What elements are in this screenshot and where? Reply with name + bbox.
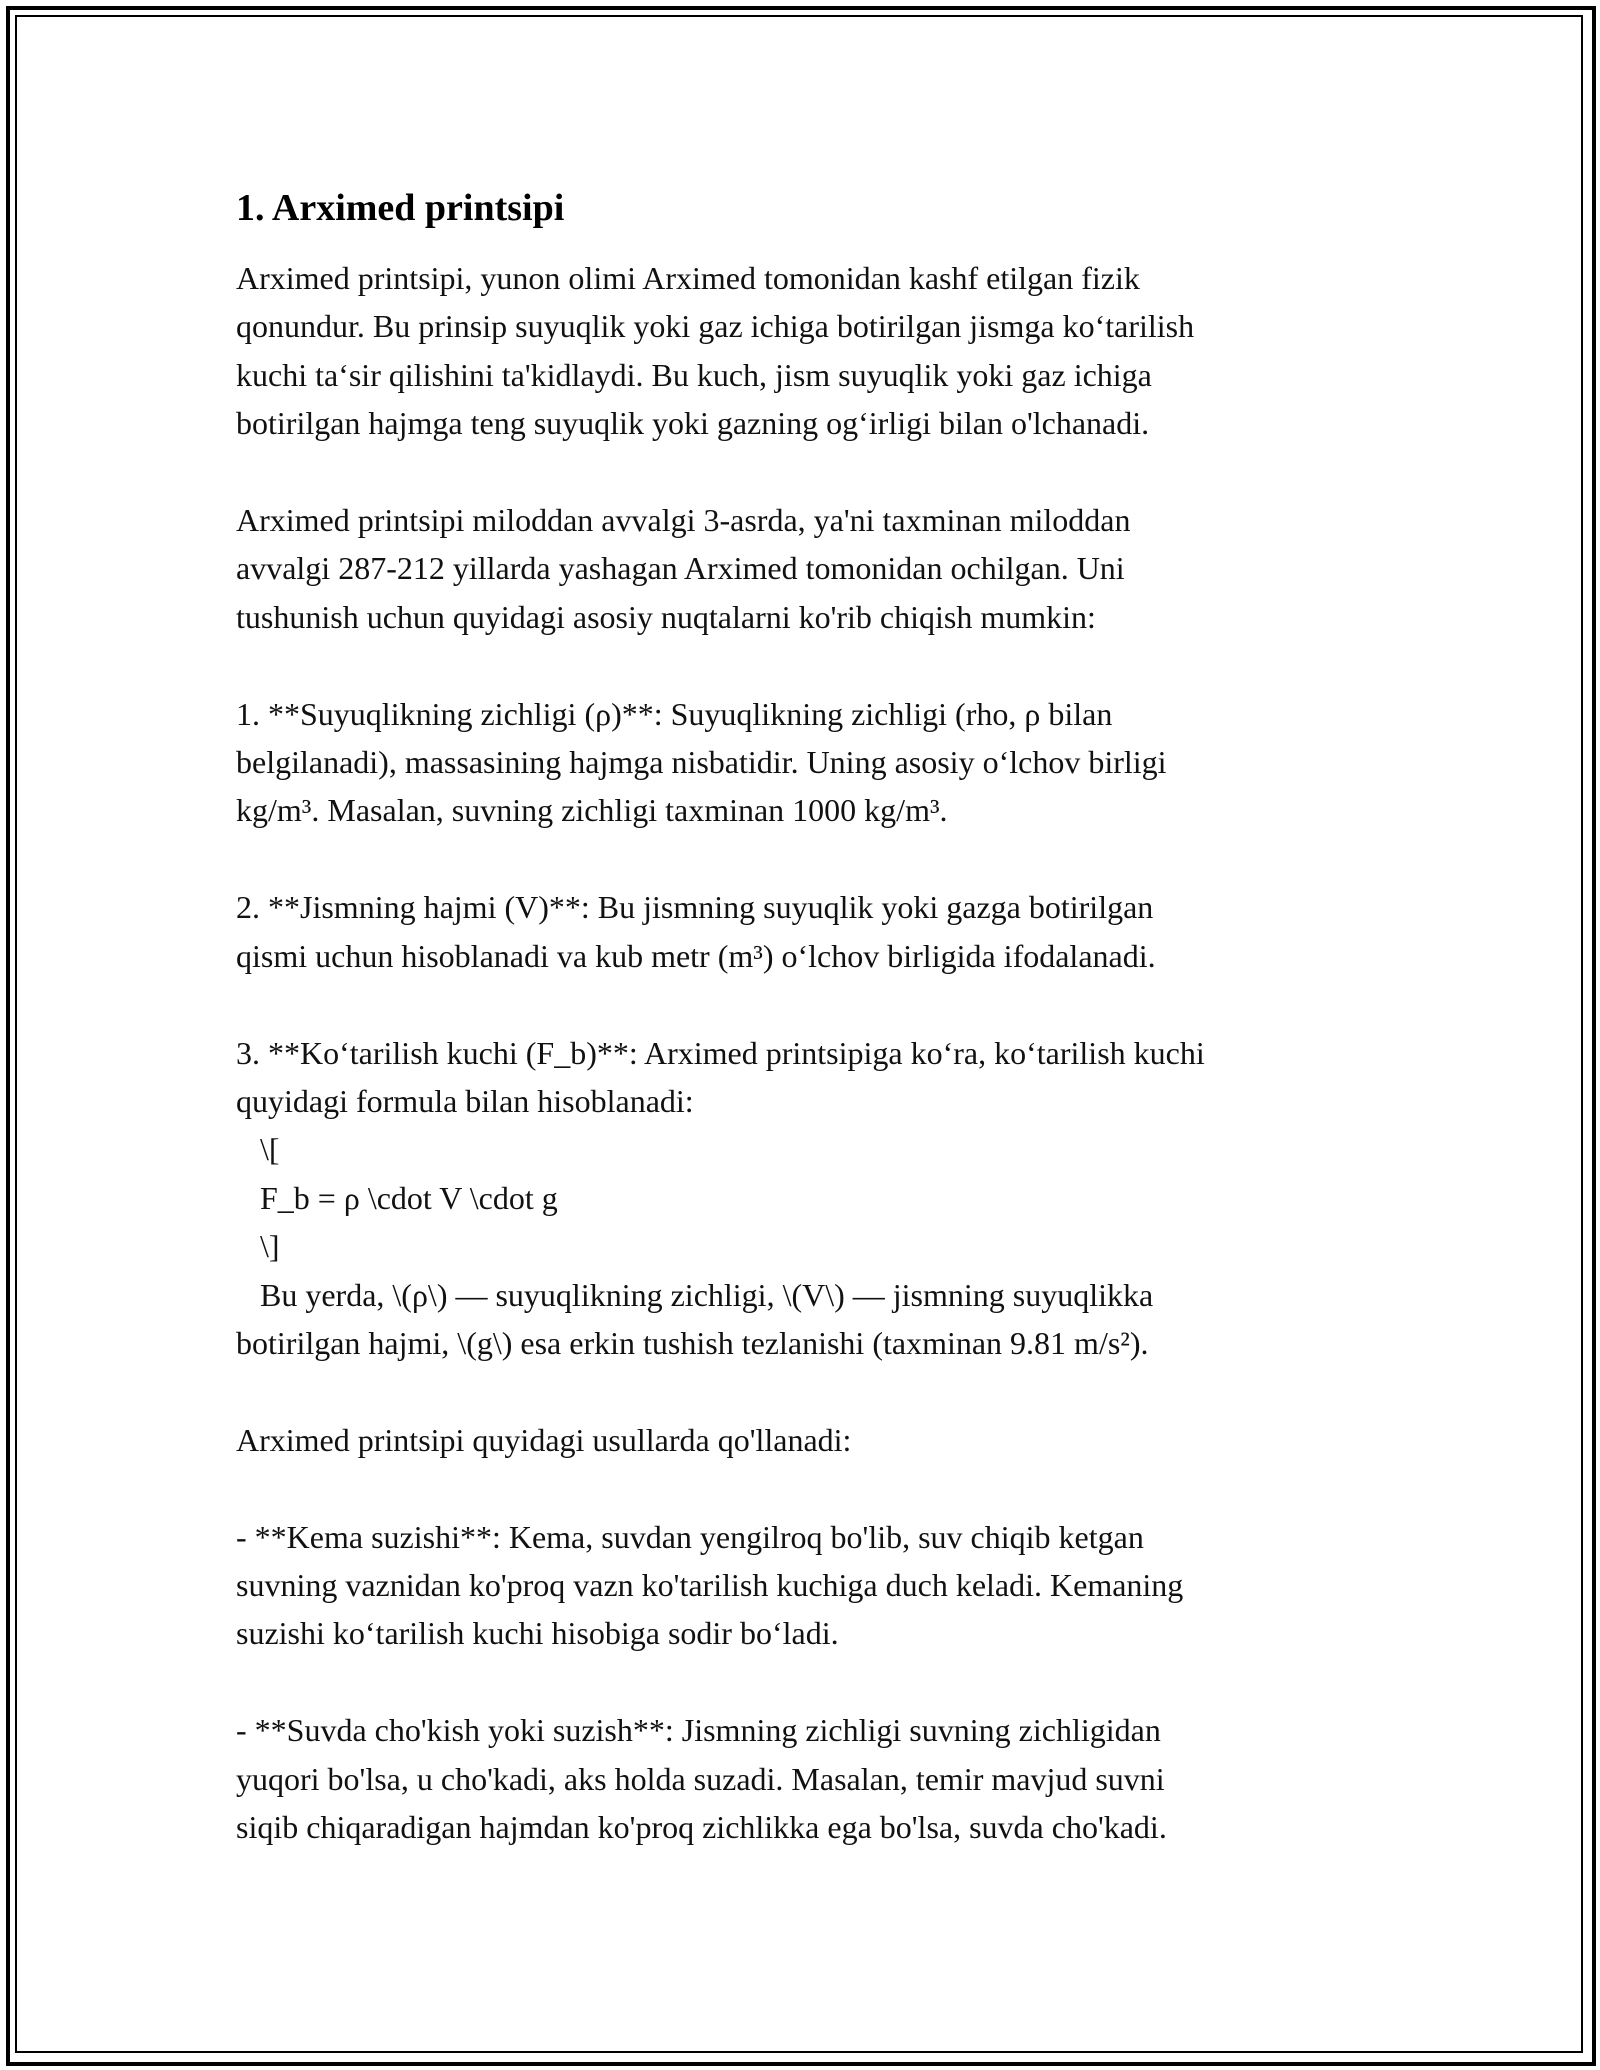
- document-title: 1. Arximed printsipi: [236, 187, 565, 229]
- document-content: [236, 184, 1376, 1851]
- document-body: Arximed printsipi, yunon olimi Arximed tomonidan kashf etilgan fizik qonundur. Bu prinsip suyuqlik yoki gaz ichiga botirilgan jismga ko‘tarilish kuchi ta‘sir qilishini ta'kidlaydi. Bu kuch, jism suyuqlik yoki gaz ichiga botirilgan hajmga teng suyuqlik yoki gazning og‘irligi bilan o'lchanadi. Arximed printsipi miloddan avvalgi 3-asrda, ya'ni taxminan miloddan avvalgi 287-212 yillarda yashagan Arximed tomonidan ochilgan. Uni tushunish uchun quyidagi asosiy nuqtalarni ko'rib chiqish mumkin: 1. **Suyuqlikning zichligi (ρ)**: Suyuqlikning zichligi (rho, ρ bilan belgilanadi), massasining hajmga nisbatidir. Uning asosiy o‘lchov birligi kg/m³. Masalan, suvning zichligi taxminan 1000 kg/m³. 2. **Jismning hajmi (V)**: Bu jismning suyuqlik yoki gazga botirilgan qismi uchun hisoblanadi va kub metr (m³) o‘lchov birligida ifodalanadi. 3. **Ko‘tarilish kuchi (F_b)**: Arximed printsipiga ko‘ra, ko‘tarilish kuchi quyidagi formula bilan hisoblanadi: \[ F_b = ρ \cdot V \cdot g \] Bu yerda, \(ρ\) — suyuqlikning zichligi, \(V\) — jismning suyuqlikka botirilgan hajmi, \(g\) esa erkin tushish tezlanishi (taxminan 9.81 m/s²). Arximed printsipi quyidagi usullarda qo'llanadi: - **Kema suzishi**: Kema, suvdan yengilroq bo'lib, suv chiqib ketgan suvning vaznidan ko'proq vazn ko'tarilish kuchiga duch keladi. Kemaning suzishi ko‘tarilish kuchi hisobiga sodir bo‘ladi. - **Suvda cho'kish yoki suzish**: Jismning zichligi suvning zichligidan yuqori bo'lsa, u cho'kadi, aks holda suzadi. Masalan, temir mavjud suvni siqib chiqaradigan hajmdan ko'proq zichlikka ega bo'lsa, suvda cho'kadi.: [236, 260, 1205, 1845]
